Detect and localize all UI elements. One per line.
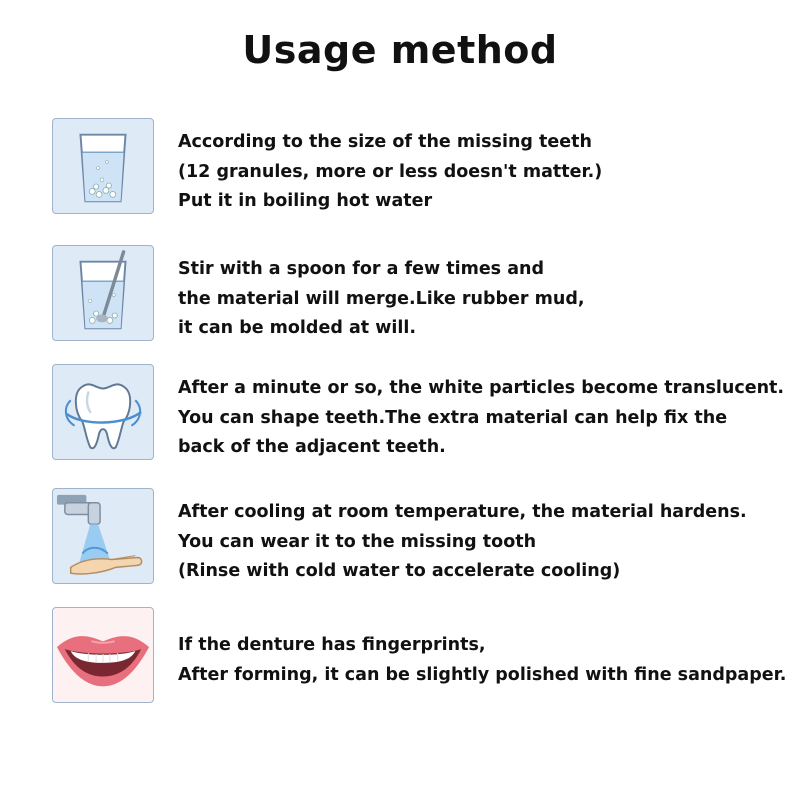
step-line: After cooling at room temperature, the material hardens. (178, 502, 747, 522)
step-1 (52, 118, 792, 214)
step-line: the material will merge.Like rubber mud, (178, 288, 585, 309)
step-1-text (178, 128, 798, 217)
glass-with-spoon-icon (52, 245, 154, 341)
faucet-rinse-icon (52, 488, 154, 584)
tooth-icon (52, 364, 154, 460)
glass-of-granules-icon (52, 118, 154, 214)
step-line: After forming, it can be slightly polished with fine sandpaper. (178, 664, 787, 685)
step-line: (12 granules, more or less doesn't matter.) (178, 161, 603, 182)
step-line: Stir with a spoon for a few times and (178, 259, 544, 279)
step-line: If the denture has fingerprints, (178, 635, 486, 655)
step-line: it can be molded at will. (178, 318, 417, 338)
step-5 (52, 607, 792, 703)
step-3 (52, 364, 792, 460)
step-2-text (178, 255, 798, 344)
step-3-text (178, 374, 798, 463)
step-line: (Rinse with cold water to accelerate cooling) (178, 561, 621, 581)
step-2 (52, 245, 792, 341)
step-line: According to the size of the missing teeth (178, 132, 592, 152)
step-line: After a minute or so, the white particles become translucent. (178, 378, 785, 398)
smile-lips-icon (52, 607, 154, 703)
page-title: Usage method (242, 28, 558, 72)
step-line: You can shape teeth.The extra material can help fix the (178, 407, 728, 428)
step-4 (52, 488, 792, 584)
step-line: back of the adjacent teeth. (178, 437, 446, 457)
step-line: Put it in boiling hot water (178, 191, 433, 211)
step-4-text (178, 498, 798, 587)
step-line: You can wear it to the missing tooth (178, 531, 537, 552)
step-5-text (178, 631, 798, 690)
